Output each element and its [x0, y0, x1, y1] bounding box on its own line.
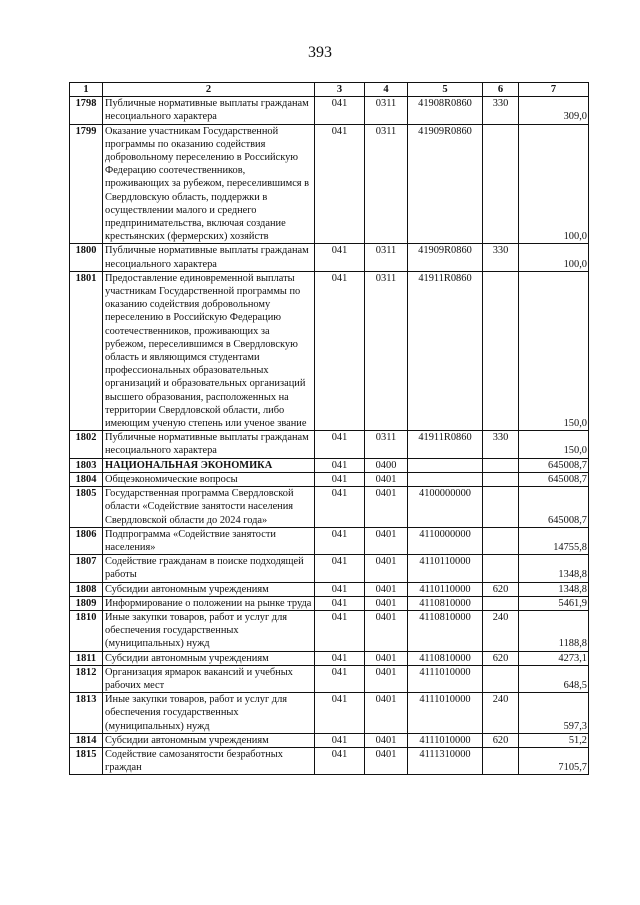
table-cell: 0401 [365, 472, 408, 486]
table-cell: 648,5 [519, 665, 589, 692]
table-cell: 0400 [365, 458, 408, 472]
table-row [70, 431, 589, 458]
table-cell: 620 [483, 651, 519, 665]
table-cell: 150,0 [519, 431, 589, 458]
table-cell [408, 458, 483, 472]
column-header: 6 [483, 83, 519, 97]
table-cell: 645008,7 [519, 458, 589, 472]
table-cell: 645008,7 [519, 472, 589, 486]
table-cell: 620 [483, 582, 519, 596]
table-cell: Общеэкономические вопросы [103, 472, 315, 486]
table-cell: 4110110000 [408, 582, 483, 596]
column-header: 4 [365, 83, 408, 97]
table-cell [483, 472, 519, 486]
table-cell: Содействие гражданам в поиске подходящей работы [103, 555, 315, 582]
table-cell: 1809 [70, 596, 103, 610]
table-cell: 41908R0860 [408, 97, 483, 124]
table-cell: 0311 [365, 97, 408, 124]
table-cell: 14755,8 [519, 527, 589, 554]
table-cell: Оказание участникам Государственной программы по оказанию содействия добровольному переселению в Российскую Федерацию соотечественников, проживающих за рубежом, переселившимся в Свердловскую область, поддержки в осуществлении малого и среднего предпринимательства, включая создание крестьянских (фермерских) хозяйств [103, 124, 315, 244]
table-cell: 041 [315, 747, 365, 774]
table-cell: 240 [483, 610, 519, 651]
table-cell: 041 [315, 458, 365, 472]
table-row [70, 651, 589, 665]
table-cell: 1188,8 [519, 610, 589, 651]
table-cell: 1807 [70, 555, 103, 582]
table-cell [483, 124, 519, 244]
table-row [70, 124, 589, 244]
table-cell: 4110110000 [408, 555, 483, 582]
table-cell [483, 596, 519, 610]
table-cell: 041 [315, 651, 365, 665]
table-cell: 1804 [70, 472, 103, 486]
table-cell: 41911R0860 [408, 271, 483, 430]
table-cell: 0311 [365, 271, 408, 430]
table-row [70, 665, 589, 692]
table-cell: 0401 [365, 733, 408, 747]
table-cell: 041 [315, 555, 365, 582]
table-row [70, 458, 589, 472]
table-row [70, 693, 589, 734]
table-cell: 1799 [70, 124, 103, 244]
table-row [70, 610, 589, 651]
table-cell: Подпрограмма «Содействие занятости населения» [103, 527, 315, 554]
table-cell: 0401 [365, 582, 408, 596]
table-cell: 4110810000 [408, 596, 483, 610]
table-cell: 041 [315, 527, 365, 554]
table-cell: Содействие самозанятости безработных граждан [103, 747, 315, 774]
table-cell: 0311 [365, 124, 408, 244]
table-row [70, 487, 589, 528]
table-cell: 041 [315, 271, 365, 430]
table-cell: 0401 [365, 487, 408, 528]
table-cell: 41911R0860 [408, 431, 483, 458]
table-cell: Предоставление единовременной выплаты участникам Государственной программы по оказанию содействия добровольному переселению в Российскую Федерацию соотечественников, проживающих за рубежом, переселившимся в Свердловскую область и являющимся студентами профессиональных образовательных организаций и образовательных организаций высшего образования, расположенных на территории Свердловской области, либо имеющим ученую степень или ученое звание [103, 271, 315, 430]
table-cell: 4110810000 [408, 610, 483, 651]
table-cell: 4111010000 [408, 665, 483, 692]
table-cell [483, 665, 519, 692]
table-cell [408, 472, 483, 486]
table-row [70, 244, 589, 271]
table-cell: 4111010000 [408, 733, 483, 747]
table-cell: 1811 [70, 651, 103, 665]
table-cell: 7105,7 [519, 747, 589, 774]
table-row [70, 733, 589, 747]
table-cell: 041 [315, 665, 365, 692]
table-cell: 0401 [365, 555, 408, 582]
table-cell: Публичные нормативные выплаты гражданам несоциального характера [103, 97, 315, 124]
table-row [70, 97, 589, 124]
table-cell: 041 [315, 244, 365, 271]
table-cell: Субсидии автономным учреждениям [103, 651, 315, 665]
table-row [70, 555, 589, 582]
table-cell: 150,0 [519, 271, 589, 430]
table-cell: 041 [315, 124, 365, 244]
table-cell: 1802 [70, 431, 103, 458]
table-cell: Субсидии автономным учреждениям [103, 733, 315, 747]
table-cell: 1348,8 [519, 555, 589, 582]
table-cell: 0401 [365, 596, 408, 610]
table-cell: 4100000000 [408, 487, 483, 528]
table-cell: 1803 [70, 458, 103, 472]
table-cell: 1810 [70, 610, 103, 651]
table-cell: 0311 [365, 244, 408, 271]
table-header-row [70, 83, 589, 97]
table-cell: Государственная программа Свердловской области «Содействие занятости населения Свердловской области до 2024 года» [103, 487, 315, 528]
table-cell: 1814 [70, 733, 103, 747]
table-cell: 330 [483, 97, 519, 124]
table-cell: 240 [483, 693, 519, 734]
table-row [70, 596, 589, 610]
table-cell: 041 [315, 693, 365, 734]
table-cell: Иные закупки товаров, работ и услуг для обеспечения государственных (муниципальных) нужд [103, 610, 315, 651]
table-cell: 100,0 [519, 124, 589, 244]
table-row [70, 582, 589, 596]
table-cell: 4110810000 [408, 651, 483, 665]
table-cell: 041 [315, 487, 365, 528]
column-header: 7 [519, 83, 589, 97]
table-cell: 041 [315, 472, 365, 486]
table-cell: 620 [483, 733, 519, 747]
table-cell [483, 458, 519, 472]
table-cell: 041 [315, 582, 365, 596]
budget-table [69, 82, 589, 775]
table-cell: 1806 [70, 527, 103, 554]
table-cell: Организация ярмарок вакансий и учебных рабочих мест [103, 665, 315, 692]
page-number: 393 [308, 44, 332, 61]
table-cell: Субсидии автономным учреждениям [103, 582, 315, 596]
table-cell: Иные закупки товаров, работ и услуг для обеспечения государственных (муниципальных) нужд [103, 693, 315, 734]
table-cell: 0401 [365, 747, 408, 774]
table-cell: 1812 [70, 665, 103, 692]
table-cell: 041 [315, 733, 365, 747]
table-cell: 1808 [70, 582, 103, 596]
table-cell: 1801 [70, 271, 103, 430]
table-cell: 309,0 [519, 97, 589, 124]
table-cell [483, 271, 519, 430]
table-cell: 330 [483, 431, 519, 458]
table-row [70, 472, 589, 486]
table-cell: 0401 [365, 527, 408, 554]
table-cell: 0401 [365, 610, 408, 651]
table-cell [483, 527, 519, 554]
table-cell: 645008,7 [519, 487, 589, 528]
table-cell: 0311 [365, 431, 408, 458]
table-cell: 1805 [70, 487, 103, 528]
table-cell: 4110000000 [408, 527, 483, 554]
table-cell: Публичные нормативные выплаты гражданам несоциального характера [103, 431, 315, 458]
table-cell [483, 487, 519, 528]
table-cell [483, 747, 519, 774]
table-cell: 1800 [70, 244, 103, 271]
table-cell: 1348,8 [519, 582, 589, 596]
table-cell: 4273,1 [519, 651, 589, 665]
table-cell: 4111010000 [408, 693, 483, 734]
column-header: 2 [103, 83, 315, 97]
table-cell: 41909R0860 [408, 124, 483, 244]
column-header: 5 [408, 83, 483, 97]
table-cell: Информирование о положении на рынке труда [103, 596, 315, 610]
table-cell: Публичные нормативные выплаты гражданам несоциального характера [103, 244, 315, 271]
table-cell: 0401 [365, 651, 408, 665]
table-cell: 041 [315, 97, 365, 124]
table-cell: 041 [315, 596, 365, 610]
table-cell: 0401 [365, 693, 408, 734]
table-cell: 4111310000 [408, 747, 483, 774]
table-cell [483, 555, 519, 582]
table-cell: 597,3 [519, 693, 589, 734]
column-header: 1 [70, 83, 103, 97]
table-cell: 1815 [70, 747, 103, 774]
table-cell: 1798 [70, 97, 103, 124]
table-cell: НАЦИОНАЛЬНАЯ ЭКОНОМИКА [103, 458, 315, 472]
table-row [70, 271, 589, 430]
table-row [70, 527, 589, 554]
table-cell: 51,2 [519, 733, 589, 747]
table-cell: 0401 [365, 665, 408, 692]
table-cell: 41909R0860 [408, 244, 483, 271]
table-cell: 041 [315, 431, 365, 458]
table-cell: 041 [315, 610, 365, 651]
table-cell: 5461,9 [519, 596, 589, 610]
table-cell: 100,0 [519, 244, 589, 271]
table-cell: 1813 [70, 693, 103, 734]
table-row [70, 747, 589, 774]
column-header: 3 [315, 83, 365, 97]
table-cell: 330 [483, 244, 519, 271]
